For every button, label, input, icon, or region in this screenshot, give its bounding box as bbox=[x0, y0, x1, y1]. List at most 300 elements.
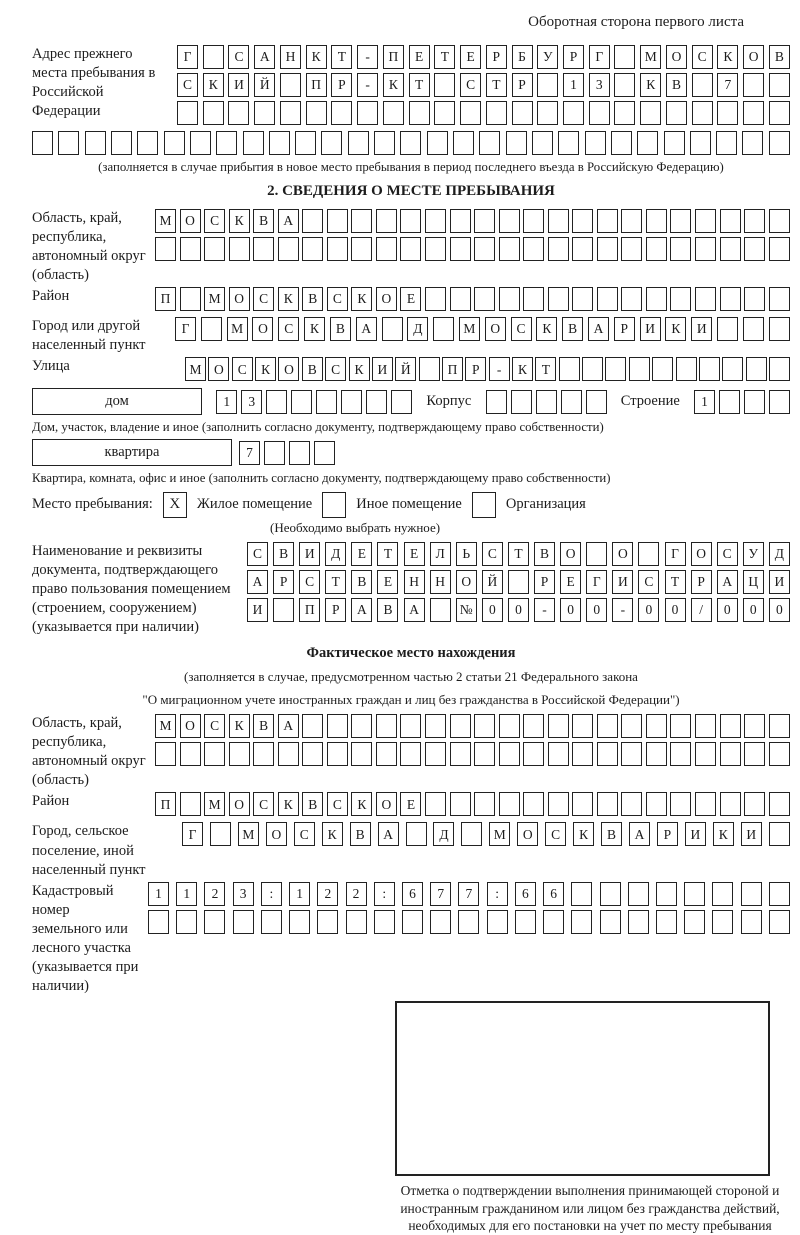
char-cell[interactable]: Д bbox=[433, 822, 454, 846]
char-cell[interactable] bbox=[559, 357, 580, 381]
char-cell[interactable]: 0 bbox=[638, 598, 659, 622]
char-cell[interactable]: Н bbox=[404, 570, 425, 594]
char-cell[interactable] bbox=[400, 131, 421, 155]
char-cell[interactable] bbox=[278, 237, 299, 261]
char-cell[interactable] bbox=[597, 742, 618, 766]
char-cell[interactable]: М bbox=[238, 822, 259, 846]
char-cell[interactable]: Р bbox=[691, 570, 712, 594]
char-cell[interactable]: И bbox=[228, 73, 249, 97]
char-cell[interactable]: А bbox=[247, 570, 268, 594]
char-cell[interactable] bbox=[695, 742, 716, 766]
char-cell[interactable]: 0 bbox=[769, 598, 790, 622]
char-cell[interactable] bbox=[744, 390, 765, 414]
char-cell[interactable] bbox=[558, 131, 579, 155]
char-cell[interactable]: 3 bbox=[241, 390, 262, 414]
char-cell[interactable] bbox=[572, 237, 593, 261]
char-cell[interactable] bbox=[628, 882, 649, 906]
char-cell[interactable] bbox=[474, 237, 495, 261]
char-cell[interactable]: К bbox=[278, 792, 299, 816]
char-cell[interactable] bbox=[670, 209, 691, 233]
char-cell[interactable]: А bbox=[356, 317, 377, 341]
char-cell[interactable] bbox=[695, 209, 716, 233]
char-cell[interactable] bbox=[302, 209, 323, 233]
char-cell[interactable] bbox=[537, 73, 558, 97]
char-cell[interactable]: В bbox=[377, 598, 398, 622]
char-cell[interactable] bbox=[314, 441, 335, 465]
char-cell[interactable]: С bbox=[717, 542, 738, 566]
char-cell[interactable]: А bbox=[629, 822, 650, 846]
char-cell[interactable] bbox=[180, 742, 201, 766]
char-cell[interactable]: К bbox=[304, 317, 325, 341]
char-cell[interactable] bbox=[769, 287, 790, 311]
char-cell[interactable] bbox=[486, 390, 507, 414]
char-cell[interactable] bbox=[571, 910, 592, 934]
char-cell[interactable]: Б bbox=[512, 45, 533, 69]
house-type-box[interactable]: дом bbox=[32, 388, 202, 415]
char-cell[interactable] bbox=[646, 237, 667, 261]
char-cell[interactable]: Г bbox=[665, 542, 686, 566]
char-cell[interactable] bbox=[523, 209, 544, 233]
char-cell[interactable]: - bbox=[357, 45, 378, 69]
char-cell[interactable] bbox=[712, 882, 733, 906]
char-cell[interactable] bbox=[597, 237, 618, 261]
char-cell[interactable] bbox=[376, 714, 397, 738]
char-cell[interactable] bbox=[523, 287, 544, 311]
char-cell[interactable]: И bbox=[685, 822, 706, 846]
char-cell[interactable]: 1 bbox=[148, 882, 169, 906]
char-cell[interactable]: С bbox=[325, 357, 346, 381]
char-cell[interactable]: О bbox=[376, 287, 397, 311]
char-cell[interactable]: Р bbox=[273, 570, 294, 594]
char-cell[interactable]: Д bbox=[325, 542, 346, 566]
char-cell[interactable] bbox=[180, 287, 201, 311]
char-cell[interactable] bbox=[597, 714, 618, 738]
char-cell[interactable]: 0 bbox=[665, 598, 686, 622]
char-cell[interactable] bbox=[670, 714, 691, 738]
char-cell[interactable] bbox=[720, 742, 741, 766]
char-cell[interactable] bbox=[712, 910, 733, 934]
char-cell[interactable] bbox=[474, 287, 495, 311]
char-cell[interactable] bbox=[769, 822, 790, 846]
char-cell[interactable] bbox=[743, 317, 764, 341]
char-cell[interactable] bbox=[744, 237, 765, 261]
char-cell[interactable] bbox=[666, 101, 687, 125]
char-cell[interactable] bbox=[32, 131, 53, 155]
char-cell[interactable] bbox=[400, 714, 421, 738]
char-cell[interactable] bbox=[400, 742, 421, 766]
char-cell[interactable]: 7 bbox=[717, 73, 738, 97]
char-cell[interactable] bbox=[597, 287, 618, 311]
char-cell[interactable]: О bbox=[180, 714, 201, 738]
char-cell[interactable] bbox=[744, 714, 765, 738]
char-cell[interactable]: Р bbox=[465, 357, 486, 381]
char-cell[interactable] bbox=[637, 131, 658, 155]
char-cell[interactable] bbox=[720, 287, 741, 311]
char-cell[interactable]: А bbox=[351, 598, 372, 622]
char-cell[interactable] bbox=[427, 131, 448, 155]
char-cell[interactable]: А bbox=[588, 317, 609, 341]
char-cell[interactable] bbox=[253, 742, 274, 766]
char-cell[interactable] bbox=[180, 792, 201, 816]
char-cell[interactable] bbox=[621, 287, 642, 311]
char-cell[interactable] bbox=[295, 131, 316, 155]
char-cell[interactable] bbox=[652, 357, 673, 381]
char-cell[interactable]: Т bbox=[665, 570, 686, 594]
char-cell[interactable]: Е bbox=[400, 287, 421, 311]
char-cell[interactable]: Е bbox=[351, 542, 372, 566]
char-cell[interactable] bbox=[548, 742, 569, 766]
char-cell[interactable]: Д bbox=[769, 542, 790, 566]
char-cell[interactable] bbox=[278, 742, 299, 766]
char-cell[interactable] bbox=[450, 237, 471, 261]
char-cell[interactable] bbox=[769, 73, 790, 97]
char-cell[interactable] bbox=[692, 101, 713, 125]
char-cell[interactable]: У bbox=[743, 542, 764, 566]
char-cell[interactable]: 0 bbox=[586, 598, 607, 622]
char-cell[interactable]: В bbox=[562, 317, 583, 341]
char-cell[interactable] bbox=[690, 131, 711, 155]
char-cell[interactable]: П bbox=[155, 792, 176, 816]
char-cell[interactable]: 7 bbox=[239, 441, 260, 465]
char-cell[interactable]: 0 bbox=[717, 598, 738, 622]
char-cell[interactable] bbox=[523, 714, 544, 738]
char-cell[interactable] bbox=[600, 910, 621, 934]
char-cell[interactable]: Р bbox=[512, 73, 533, 97]
char-cell[interactable] bbox=[228, 101, 249, 125]
char-cell[interactable] bbox=[203, 101, 224, 125]
char-cell[interactable] bbox=[717, 317, 738, 341]
char-cell[interactable]: 2 bbox=[204, 882, 225, 906]
char-cell[interactable] bbox=[450, 792, 471, 816]
char-cell[interactable]: Р bbox=[657, 822, 678, 846]
char-cell[interactable]: М bbox=[227, 317, 248, 341]
char-cell[interactable]: 1 bbox=[563, 73, 584, 97]
char-cell[interactable] bbox=[722, 357, 743, 381]
char-cell[interactable]: 1 bbox=[176, 882, 197, 906]
char-cell[interactable] bbox=[523, 742, 544, 766]
char-cell[interactable]: 2 bbox=[346, 882, 367, 906]
char-cell[interactable]: В bbox=[601, 822, 622, 846]
char-cell[interactable] bbox=[506, 131, 527, 155]
char-cell[interactable]: А bbox=[717, 570, 738, 594]
char-cell[interactable]: Е bbox=[404, 542, 425, 566]
char-cell[interactable]: К bbox=[383, 73, 404, 97]
char-cell[interactable] bbox=[508, 570, 529, 594]
char-cell[interactable] bbox=[254, 101, 275, 125]
char-cell[interactable]: Г bbox=[175, 317, 196, 341]
char-cell[interactable]: К bbox=[536, 317, 557, 341]
char-cell[interactable]: П bbox=[306, 73, 327, 97]
char-cell[interactable] bbox=[582, 357, 603, 381]
char-cell[interactable] bbox=[769, 792, 790, 816]
char-cell[interactable] bbox=[479, 131, 500, 155]
char-cell[interactable] bbox=[458, 910, 479, 934]
char-cell[interactable] bbox=[137, 131, 158, 155]
char-cell[interactable] bbox=[425, 237, 446, 261]
char-cell[interactable] bbox=[382, 317, 403, 341]
char-cell[interactable]: П bbox=[299, 598, 320, 622]
char-cell[interactable]: С bbox=[482, 542, 503, 566]
char-cell[interactable] bbox=[400, 209, 421, 233]
char-cell[interactable]: И bbox=[372, 357, 393, 381]
char-cell[interactable] bbox=[512, 101, 533, 125]
char-cell[interactable] bbox=[511, 390, 532, 414]
char-cell[interactable]: Н bbox=[430, 570, 451, 594]
char-cell[interactable]: М bbox=[459, 317, 480, 341]
char-cell[interactable] bbox=[744, 209, 765, 233]
char-cell[interactable]: - bbox=[612, 598, 633, 622]
char-cell[interactable]: М bbox=[155, 714, 176, 738]
char-cell[interactable] bbox=[621, 237, 642, 261]
char-cell[interactable] bbox=[646, 209, 667, 233]
char-cell[interactable]: Й bbox=[395, 357, 416, 381]
char-cell[interactable]: М bbox=[155, 209, 176, 233]
char-cell[interactable] bbox=[670, 742, 691, 766]
stay-type-checkbox-other[interactable] bbox=[322, 492, 346, 518]
char-cell[interactable]: № bbox=[456, 598, 477, 622]
char-cell[interactable]: 1 bbox=[694, 390, 715, 414]
char-cell[interactable]: К bbox=[640, 73, 661, 97]
char-cell[interactable] bbox=[376, 237, 397, 261]
char-cell[interactable]: Т bbox=[331, 45, 352, 69]
char-cell[interactable]: К bbox=[278, 287, 299, 311]
char-cell[interactable]: О bbox=[560, 542, 581, 566]
char-cell[interactable] bbox=[716, 131, 737, 155]
char-cell[interactable]: 3 bbox=[589, 73, 610, 97]
char-cell[interactable] bbox=[341, 390, 362, 414]
char-cell[interactable]: И bbox=[299, 542, 320, 566]
char-cell[interactable]: Р bbox=[486, 45, 507, 69]
char-cell[interactable]: Т bbox=[508, 542, 529, 566]
char-cell[interactable]: О bbox=[485, 317, 506, 341]
char-cell[interactable]: И bbox=[247, 598, 268, 622]
char-cell[interactable]: А bbox=[404, 598, 425, 622]
char-cell[interactable] bbox=[741, 882, 762, 906]
char-cell[interactable] bbox=[536, 390, 557, 414]
char-cell[interactable]: Г bbox=[586, 570, 607, 594]
char-cell[interactable] bbox=[744, 792, 765, 816]
char-cell[interactable] bbox=[699, 357, 720, 381]
char-cell[interactable]: И bbox=[640, 317, 661, 341]
char-cell[interactable] bbox=[523, 237, 544, 261]
char-cell[interactable] bbox=[769, 910, 790, 934]
char-cell[interactable]: Т bbox=[535, 357, 556, 381]
char-cell[interactable] bbox=[597, 209, 618, 233]
char-cell[interactable] bbox=[720, 209, 741, 233]
char-cell[interactable]: О bbox=[691, 542, 712, 566]
char-cell[interactable] bbox=[374, 131, 395, 155]
char-cell[interactable] bbox=[111, 131, 132, 155]
char-cell[interactable] bbox=[331, 101, 352, 125]
char-cell[interactable] bbox=[261, 910, 282, 934]
char-cell[interactable]: Р bbox=[534, 570, 555, 594]
char-cell[interactable]: О bbox=[229, 792, 250, 816]
char-cell[interactable] bbox=[430, 598, 451, 622]
char-cell[interactable] bbox=[743, 101, 764, 125]
char-cell[interactable] bbox=[572, 287, 593, 311]
char-cell[interactable] bbox=[684, 882, 705, 906]
char-cell[interactable] bbox=[434, 73, 455, 97]
char-cell[interactable]: С bbox=[204, 714, 225, 738]
char-cell[interactable]: Ц bbox=[743, 570, 764, 594]
char-cell[interactable]: В bbox=[302, 792, 323, 816]
char-cell[interactable] bbox=[720, 237, 741, 261]
char-cell[interactable]: 6 bbox=[402, 882, 423, 906]
char-cell[interactable]: С bbox=[232, 357, 253, 381]
char-cell[interactable] bbox=[487, 910, 508, 934]
char-cell[interactable] bbox=[366, 390, 387, 414]
char-cell[interactable] bbox=[374, 910, 395, 934]
char-cell[interactable] bbox=[280, 101, 301, 125]
char-cell[interactable]: А bbox=[278, 209, 299, 233]
char-cell[interactable]: С bbox=[278, 317, 299, 341]
char-cell[interactable] bbox=[434, 101, 455, 125]
char-cell[interactable] bbox=[611, 131, 632, 155]
char-cell[interactable]: : bbox=[374, 882, 395, 906]
char-cell[interactable]: П bbox=[155, 287, 176, 311]
char-cell[interactable] bbox=[769, 237, 790, 261]
char-cell[interactable] bbox=[614, 101, 635, 125]
char-cell[interactable] bbox=[656, 910, 677, 934]
char-cell[interactable] bbox=[204, 742, 225, 766]
char-cell[interactable] bbox=[229, 742, 250, 766]
char-cell[interactable] bbox=[327, 209, 348, 233]
char-cell[interactable]: М bbox=[185, 357, 206, 381]
char-cell[interactable]: С bbox=[247, 542, 268, 566]
char-cell[interactable] bbox=[425, 209, 446, 233]
char-cell[interactable] bbox=[351, 742, 372, 766]
char-cell[interactable] bbox=[629, 357, 650, 381]
char-cell[interactable]: : bbox=[261, 882, 282, 906]
char-cell[interactable]: О bbox=[208, 357, 229, 381]
char-cell[interactable]: И bbox=[769, 570, 790, 594]
char-cell[interactable]: П bbox=[383, 45, 404, 69]
char-cell[interactable] bbox=[180, 237, 201, 261]
char-cell[interactable]: К bbox=[573, 822, 594, 846]
char-cell[interactable]: К bbox=[322, 822, 343, 846]
char-cell[interactable]: 0 bbox=[482, 598, 503, 622]
char-cell[interactable] bbox=[351, 714, 372, 738]
char-cell[interactable]: Й bbox=[254, 73, 275, 97]
char-cell[interactable]: У bbox=[537, 45, 558, 69]
char-cell[interactable]: Г bbox=[182, 822, 203, 846]
char-cell[interactable] bbox=[155, 742, 176, 766]
char-cell[interactable] bbox=[383, 101, 404, 125]
char-cell[interactable] bbox=[190, 131, 211, 155]
char-cell[interactable]: О bbox=[743, 45, 764, 69]
char-cell[interactable] bbox=[499, 714, 520, 738]
char-cell[interactable]: К bbox=[229, 714, 250, 738]
char-cell[interactable] bbox=[327, 237, 348, 261]
char-cell[interactable]: К bbox=[349, 357, 370, 381]
char-cell[interactable] bbox=[204, 910, 225, 934]
char-cell[interactable]: С bbox=[545, 822, 566, 846]
char-cell[interactable] bbox=[646, 287, 667, 311]
char-cell[interactable]: Е bbox=[460, 45, 481, 69]
char-cell[interactable]: Ь bbox=[456, 542, 477, 566]
char-cell[interactable]: М bbox=[204, 287, 225, 311]
char-cell[interactable] bbox=[769, 131, 790, 155]
char-cell[interactable] bbox=[425, 742, 446, 766]
char-cell[interactable] bbox=[621, 209, 642, 233]
char-cell[interactable] bbox=[264, 441, 285, 465]
char-cell[interactable] bbox=[548, 209, 569, 233]
char-cell[interactable] bbox=[571, 882, 592, 906]
char-cell[interactable]: Е bbox=[560, 570, 581, 594]
char-cell[interactable]: А bbox=[278, 714, 299, 738]
char-cell[interactable] bbox=[346, 910, 367, 934]
char-cell[interactable] bbox=[499, 742, 520, 766]
char-cell[interactable] bbox=[548, 714, 569, 738]
char-cell[interactable] bbox=[400, 237, 421, 261]
char-cell[interactable] bbox=[302, 714, 323, 738]
char-cell[interactable]: - bbox=[357, 73, 378, 97]
char-cell[interactable] bbox=[684, 910, 705, 934]
stay-type-checkbox-organization[interactable] bbox=[472, 492, 496, 518]
char-cell[interactable] bbox=[656, 882, 677, 906]
char-cell[interactable] bbox=[646, 792, 667, 816]
char-cell[interactable] bbox=[670, 287, 691, 311]
char-cell[interactable]: Й bbox=[482, 570, 503, 594]
char-cell[interactable]: 7 bbox=[430, 882, 451, 906]
char-cell[interactable]: - bbox=[489, 357, 510, 381]
char-cell[interactable]: О bbox=[517, 822, 538, 846]
char-cell[interactable]: К bbox=[306, 45, 327, 69]
char-cell[interactable] bbox=[744, 287, 765, 311]
char-cell[interactable]: В bbox=[769, 45, 790, 69]
char-cell[interactable] bbox=[85, 131, 106, 155]
char-cell[interactable] bbox=[450, 742, 471, 766]
char-cell[interactable]: Т bbox=[377, 542, 398, 566]
char-cell[interactable] bbox=[717, 101, 738, 125]
char-cell[interactable] bbox=[433, 317, 454, 341]
char-cell[interactable] bbox=[453, 131, 474, 155]
char-cell[interactable] bbox=[148, 910, 169, 934]
char-cell[interactable] bbox=[692, 73, 713, 97]
char-cell[interactable]: Т bbox=[486, 73, 507, 97]
char-cell[interactable]: О bbox=[278, 357, 299, 381]
char-cell[interactable] bbox=[720, 714, 741, 738]
char-cell[interactable]: Е bbox=[377, 570, 398, 594]
char-cell[interactable]: Р bbox=[331, 73, 352, 97]
char-cell[interactable]: Т bbox=[325, 570, 346, 594]
char-cell[interactable] bbox=[289, 441, 310, 465]
char-cell[interactable]: Е bbox=[400, 792, 421, 816]
char-cell[interactable] bbox=[743, 73, 764, 97]
char-cell[interactable] bbox=[425, 792, 446, 816]
char-cell[interactable]: 1 bbox=[289, 882, 310, 906]
char-cell[interactable] bbox=[621, 742, 642, 766]
char-cell[interactable]: В bbox=[330, 317, 351, 341]
char-cell[interactable]: С bbox=[299, 570, 320, 594]
char-cell[interactable] bbox=[600, 882, 621, 906]
char-cell[interactable] bbox=[769, 882, 790, 906]
char-cell[interactable]: Р bbox=[614, 317, 635, 341]
char-cell[interactable]: : bbox=[487, 882, 508, 906]
char-cell[interactable] bbox=[769, 357, 790, 381]
char-cell[interactable] bbox=[548, 792, 569, 816]
char-cell[interactable] bbox=[638, 542, 659, 566]
char-cell[interactable]: В bbox=[273, 542, 294, 566]
char-cell[interactable] bbox=[670, 792, 691, 816]
char-cell[interactable]: К bbox=[717, 45, 738, 69]
char-cell[interactable] bbox=[499, 237, 520, 261]
char-cell[interactable] bbox=[253, 237, 274, 261]
char-cell[interactable] bbox=[425, 714, 446, 738]
char-cell[interactable] bbox=[664, 131, 685, 155]
char-cell[interactable]: 3 bbox=[233, 882, 254, 906]
char-cell[interactable] bbox=[450, 287, 471, 311]
